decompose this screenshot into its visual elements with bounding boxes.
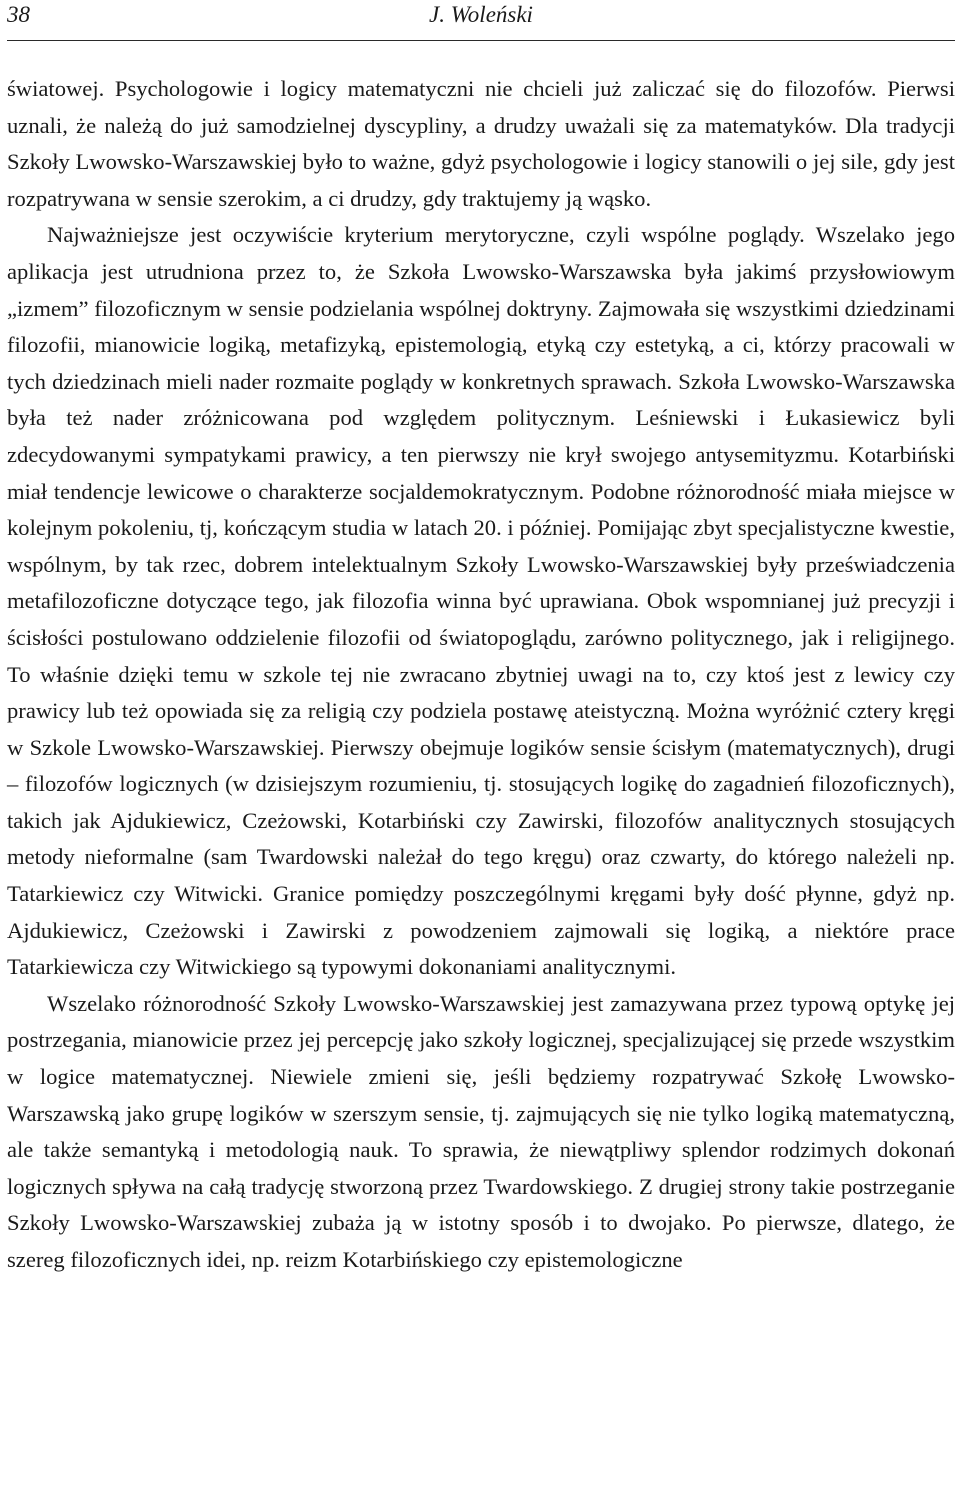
body-text [7, 71, 955, 1279]
running-head [7, 1, 955, 32]
paragraph-1: światowej. Psychologowie i logicy matematyczni nie chcieli już zaliczać się do filozofów. Pierwsi uznali, że należą do już samodzielnej dyscypliny, a drudzy uważali się za matematyków. Dla tradycji Szkoły Lwowsko-Warszawskiej było to ważne, gdyż psychologowie i logicy stanowili o jej sile, gdy jest rozpatrywana w sensie szerokim, a ci drudzy, gdy traktujemy ją wąsko. [7, 76, 955, 211]
paragraph-3: Wszelako różnorodność Szkoły Lwowsko-Warszawskiej jest zamazywana przez typową optykę jej postrzegania, mianowicie przez jej percepcję jako szkoły logicznej, specjalizującej się przede wszystkim w logice matematycznej. Niewiele zmieni się, jeśli będziemy rozpatrywać Szkołę Lwowsko-Warszawską jako grupę logików w szerszym sensie, tj. zajmujących się nie tylko logiką matematyczną, ale także semantyką i metodologią nauk. To sprawia, że niewątpliwy splendor rodzimych dokonań logicznych spływa na całą tradycję stworzoną przez Twardowskiego. Z drugiej strony takie postrzeganie Szkoły Lwowsko-Warszawskiej zubaża ją w istotny sposób i to dwojako. Po pierwsze, dlatego, że szereg filozoficznych idei, np. reizm Kotarbińskiego czy epistemologiczne [7, 990, 955, 1272]
book-page [7, 0, 955, 1489]
paragraph-2: Najważniejsze jest oczywiście kryterium merytoryczne, czyli wspólne poglądy. Wszelako jego aplikacja jest utrudniona przez to, że Szkoła Lwowsko-Warszawska była jakimś przysłowiowym „izmem” filozoficznym w sensie podzielania wspólnej doktryny. Zajmowała się wszystkimi dziedzinami filozofii, mianowicie logiką, metafizyką, epistemologią, etyką czy estetyką, a ci, którzy pracowali w tych dziedzinach mieli nader rozmaite poglądy w konkretnych sprawach. Szkoła Lwowsko-Warszawska była też nader zróżnicowana pod względem politycznym. Leśniewski i Łukasiewicz byli zdecydowanymi sympatykami prawicy, a ten pierwszy nie krył swojego antysemityzmu. Kotarbiński miał tendencje lewicowe o charakterze socjaldemokratycznym. Podobne różnorodność miała miejsce w kolejnym pokoleniu, tj, kończącym studia w latach 20. i później. Pomijając zbyt specjalistyczne kwestie, wspólnym, by tak rzec, dobrem intelektualnym Szkoły Lwowsko-Warszawskiej były przeświadczenia metafilozoficzne dotyczące tego, jak filozofia winna być uprawiana. Obok wspomnianej już precyzji i ścisłości postulowano oddzielenie filozofii od światopoglądu, zarówno politycznego, jak i religijnego. To właśnie dzięki temu w szkole tej nie zwracano zbytniej uwagi na to, czy ktoś jest z lewicy czy prawicy lub też opowiada się za religią czy podziela postawę ateistyczną. Można wyróżnić cztery kręgi w Szkole Lwowsko-Warszawskiej. Pierwszy obejmuje logików sensie ścisłym (matematycznych), drugi – filozofów logicznych (w dzisiejszym rozumieniu, tj. stosujących logikę do zagadnień filozoficznych), takich jak Ajdukiewicz, Czeżowski, Kotarbiński czy Zawirski, filozofów analitycznych stosujących metody nieformalne (sam Twardowski należał do tego kręgu) oraz czwarty, do którego należeli np. Tatarkiewicz czy Witwicki. Granice pomiędzy poszczególnymi kręgami były dość płynne, gdyż np. Ajdukiewicz, Czeżowski i Zawirski z powodzeniem zajmowali się logiką, a niektóre prace Tatarkiewicza czy Witwickiego są typowymi dokonaniami analitycznymi. [7, 222, 955, 980]
running-title-author: J. Woleński [429, 2, 533, 27]
page-number: 38 [7, 2, 30, 27]
header-rule [7, 40, 955, 41]
